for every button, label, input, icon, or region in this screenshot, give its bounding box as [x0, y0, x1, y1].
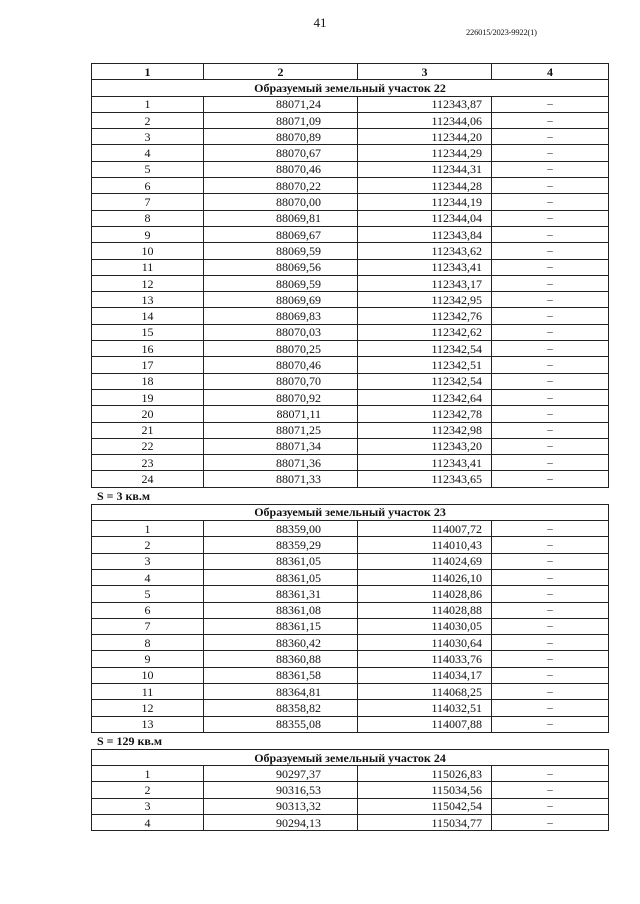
- y-coordinate-cell: 114033,76: [358, 651, 492, 667]
- point-number-cell: 4: [92, 569, 204, 585]
- y-coordinate-cell: 112342,78: [358, 406, 492, 422]
- coordinates-table: [91, 504, 609, 733]
- y-coordinate-cell: 114068,25: [358, 683, 492, 699]
- note-cell: –: [492, 324, 609, 340]
- point-number-cell: 5: [92, 161, 204, 177]
- y-coordinate-cell: 112342,64: [358, 389, 492, 405]
- y-coordinate-cell: 112344,28: [358, 178, 492, 194]
- table-row: [92, 389, 609, 405]
- point-number-cell: 3: [92, 798, 204, 814]
- note-cell: –: [492, 292, 609, 308]
- table-row: [92, 618, 609, 634]
- y-coordinate-cell: 112344,20: [358, 129, 492, 145]
- table-row: [92, 178, 609, 194]
- x-coordinate-cell: 88071,11: [204, 406, 358, 422]
- x-coordinate-cell: 88361,05: [204, 569, 358, 585]
- section-title: Образуемый земельный участок 23: [92, 504, 609, 520]
- column-header: 1: [92, 64, 204, 80]
- note-cell: –: [492, 259, 609, 275]
- point-number-cell: 1: [92, 521, 204, 537]
- y-coordinate-cell: 114030,64: [358, 635, 492, 651]
- note-cell: –: [492, 618, 609, 634]
- table-row: [92, 112, 609, 128]
- note-cell: –: [492, 586, 609, 602]
- note-cell: –: [492, 766, 609, 782]
- x-coordinate-cell: 88070,22: [204, 178, 358, 194]
- point-number-cell: 3: [92, 129, 204, 145]
- x-coordinate-cell: 88069,59: [204, 243, 358, 259]
- y-coordinate-cell: 112343,41: [358, 455, 492, 471]
- x-coordinate-cell: 88071,33: [204, 471, 358, 487]
- section-title: Образуемый земельный участок 22: [92, 80, 609, 96]
- note-cell: –: [492, 406, 609, 422]
- table-row: [92, 210, 609, 226]
- x-coordinate-cell: 88070,25: [204, 341, 358, 357]
- y-coordinate-cell: 114028,86: [358, 586, 492, 602]
- point-number-cell: 16: [92, 341, 204, 357]
- x-coordinate-cell: 88071,36: [204, 455, 358, 471]
- column-header: 3: [358, 64, 492, 80]
- y-coordinate-cell: 114024,69: [358, 553, 492, 569]
- table-row: [92, 815, 609, 831]
- point-number-cell: 4: [92, 145, 204, 161]
- point-number-cell: 11: [92, 259, 204, 275]
- table-row: [92, 161, 609, 177]
- point-number-cell: 2: [92, 537, 204, 553]
- note-cell: –: [492, 782, 609, 798]
- y-coordinate-cell: 112343,65: [358, 471, 492, 487]
- note-cell: –: [492, 471, 609, 487]
- note-cell: –: [492, 569, 609, 585]
- table-row: [92, 243, 609, 259]
- x-coordinate-cell: 88070,70: [204, 373, 358, 389]
- table-row: [92, 145, 609, 161]
- x-coordinate-cell: 90294,13: [204, 815, 358, 831]
- point-number-cell: 5: [92, 586, 204, 602]
- note-cell: –: [492, 357, 609, 373]
- x-coordinate-cell: 88071,34: [204, 438, 358, 454]
- y-coordinate-cell: 114007,88: [358, 716, 492, 732]
- area-label: S = 129 кв.м: [97, 733, 163, 748]
- y-coordinate-cell: 114030,05: [358, 618, 492, 634]
- table-row: [92, 569, 609, 585]
- table-row: [92, 602, 609, 618]
- table-row: [92, 798, 609, 814]
- y-coordinate-cell: 114034,17: [358, 667, 492, 683]
- note-cell: –: [492, 553, 609, 569]
- x-coordinate-cell: 88070,00: [204, 194, 358, 210]
- x-coordinate-cell: 88069,69: [204, 292, 358, 308]
- note-cell: –: [492, 521, 609, 537]
- x-coordinate-cell: 90297,37: [204, 766, 358, 782]
- x-coordinate-cell: 88359,29: [204, 537, 358, 553]
- note-cell: –: [492, 602, 609, 618]
- table-row: [92, 129, 609, 145]
- y-coordinate-cell: 112344,06: [358, 112, 492, 128]
- note-cell: –: [492, 635, 609, 651]
- point-number-cell: 23: [92, 455, 204, 471]
- point-number-cell: 8: [92, 635, 204, 651]
- y-coordinate-cell: 115042,54: [358, 798, 492, 814]
- y-coordinate-cell: 112342,62: [358, 324, 492, 340]
- column-header: 4: [492, 64, 609, 80]
- point-number-cell: 4: [92, 815, 204, 831]
- point-number-cell: 14: [92, 308, 204, 324]
- note-cell: –: [492, 341, 609, 357]
- x-coordinate-cell: 90313,32: [204, 798, 358, 814]
- table-row: [92, 275, 609, 291]
- note-cell: –: [492, 815, 609, 831]
- point-number-cell: 18: [92, 373, 204, 389]
- note-cell: –: [492, 438, 609, 454]
- note-cell: –: [492, 112, 609, 128]
- x-coordinate-cell: 88361,31: [204, 586, 358, 602]
- x-coordinate-cell: 88070,89: [204, 129, 358, 145]
- document-reference: 226015/2023-9922(1): [466, 27, 537, 37]
- point-number-cell: 7: [92, 618, 204, 634]
- point-number-cell: 10: [92, 667, 204, 683]
- note-cell: –: [492, 716, 609, 732]
- y-coordinate-cell: 112344,29: [358, 145, 492, 161]
- y-coordinate-cell: 112342,76: [358, 308, 492, 324]
- table-row: [92, 406, 609, 422]
- x-coordinate-cell: 88069,56: [204, 259, 358, 275]
- coordinates-tables: [91, 63, 608, 831]
- y-coordinate-cell: 112344,04: [358, 210, 492, 226]
- table-row: [92, 422, 609, 438]
- table-row: [92, 357, 609, 373]
- point-number-cell: 20: [92, 406, 204, 422]
- y-coordinate-cell: 114026,10: [358, 569, 492, 585]
- y-coordinate-cell: 114032,51: [358, 700, 492, 716]
- point-number-cell: 2: [92, 112, 204, 128]
- y-coordinate-cell: 112342,51: [358, 357, 492, 373]
- table-row: [92, 438, 609, 454]
- note-cell: –: [492, 178, 609, 194]
- y-coordinate-cell: 112343,87: [358, 96, 492, 112]
- y-coordinate-cell: 114007,72: [358, 521, 492, 537]
- point-number-cell: 19: [92, 389, 204, 405]
- table-row: [92, 683, 609, 699]
- x-coordinate-cell: 88358,82: [204, 700, 358, 716]
- x-coordinate-cell: 88361,58: [204, 667, 358, 683]
- x-coordinate-cell: 88355,08: [204, 716, 358, 732]
- note-cell: –: [492, 537, 609, 553]
- y-coordinate-cell: 115034,77: [358, 815, 492, 831]
- x-coordinate-cell: 88070,46: [204, 357, 358, 373]
- table-row: [92, 553, 609, 569]
- x-coordinate-cell: 88364,81: [204, 683, 358, 699]
- area-label: S = 3 кв.м: [97, 488, 151, 503]
- y-coordinate-cell: 112343,17: [358, 275, 492, 291]
- x-coordinate-cell: 88070,67: [204, 145, 358, 161]
- table-row: [92, 667, 609, 683]
- x-coordinate-cell: 88361,08: [204, 602, 358, 618]
- note-cell: –: [492, 161, 609, 177]
- point-number-cell: 1: [92, 766, 204, 782]
- table-row: [92, 308, 609, 324]
- y-coordinate-cell: 112342,98: [358, 422, 492, 438]
- y-coordinate-cell: 112344,31: [358, 161, 492, 177]
- point-number-cell: 15: [92, 324, 204, 340]
- x-coordinate-cell: 88070,46: [204, 161, 358, 177]
- point-number-cell: 21: [92, 422, 204, 438]
- table-row: [92, 324, 609, 340]
- x-coordinate-cell: 88071,24: [204, 96, 358, 112]
- table-row: [92, 471, 609, 487]
- point-number-cell: 1: [92, 96, 204, 112]
- coordinates-table: [91, 63, 609, 488]
- x-coordinate-cell: 88069,81: [204, 210, 358, 226]
- x-coordinate-cell: 88360,88: [204, 651, 358, 667]
- table-row: [92, 194, 609, 210]
- x-coordinate-cell: 90316,53: [204, 782, 358, 798]
- header-row: [92, 64, 609, 80]
- table-row: [92, 766, 609, 782]
- x-coordinate-cell: 88069,67: [204, 226, 358, 242]
- table-row: [92, 455, 609, 471]
- x-coordinate-cell: 88071,25: [204, 422, 358, 438]
- note-cell: –: [492, 798, 609, 814]
- table-row: [92, 292, 609, 308]
- y-coordinate-cell: 112342,95: [358, 292, 492, 308]
- y-coordinate-cell: 114028,88: [358, 602, 492, 618]
- table-row: [92, 373, 609, 389]
- point-number-cell: 12: [92, 275, 204, 291]
- y-coordinate-cell: 115026,83: [358, 766, 492, 782]
- note-cell: –: [492, 651, 609, 667]
- table-row: [92, 259, 609, 275]
- x-coordinate-cell: 88361,05: [204, 553, 358, 569]
- table-row: [92, 226, 609, 242]
- y-coordinate-cell: 112343,20: [358, 438, 492, 454]
- note-cell: –: [492, 145, 609, 161]
- point-number-cell: 6: [92, 178, 204, 194]
- x-coordinate-cell: 88070,03: [204, 324, 358, 340]
- section-title: Образуемый земельный участок 24: [92, 749, 609, 765]
- table-row: [92, 700, 609, 716]
- point-number-cell: 17: [92, 357, 204, 373]
- point-number-cell: 22: [92, 438, 204, 454]
- note-cell: –: [492, 243, 609, 259]
- y-coordinate-cell: 112343,62: [358, 243, 492, 259]
- note-cell: –: [492, 667, 609, 683]
- table-row: [92, 586, 609, 602]
- note-cell: –: [492, 422, 609, 438]
- page-number: 41: [313, 15, 327, 30]
- y-coordinate-cell: 115034,56: [358, 782, 492, 798]
- point-number-cell: 13: [92, 716, 204, 732]
- point-number-cell: 11: [92, 683, 204, 699]
- point-number-cell: 8: [92, 210, 204, 226]
- point-number-cell: 9: [92, 651, 204, 667]
- table-row: [92, 716, 609, 732]
- x-coordinate-cell: 88359,00: [204, 521, 358, 537]
- note-cell: –: [492, 194, 609, 210]
- x-coordinate-cell: 88361,15: [204, 618, 358, 634]
- point-number-cell: 13: [92, 292, 204, 308]
- note-cell: –: [492, 389, 609, 405]
- point-number-cell: 6: [92, 602, 204, 618]
- note-cell: –: [492, 96, 609, 112]
- x-coordinate-cell: 88360,42: [204, 635, 358, 651]
- column-header: 2: [204, 64, 358, 80]
- point-number-cell: 7: [92, 194, 204, 210]
- note-cell: –: [492, 683, 609, 699]
- x-coordinate-cell: 88069,59: [204, 275, 358, 291]
- note-cell: –: [492, 210, 609, 226]
- y-coordinate-cell: 112343,41: [358, 259, 492, 275]
- note-cell: –: [492, 226, 609, 242]
- note-cell: –: [492, 129, 609, 145]
- note-cell: –: [492, 700, 609, 716]
- note-cell: –: [492, 308, 609, 324]
- point-number-cell: 24: [92, 471, 204, 487]
- point-number-cell: 9: [92, 226, 204, 242]
- point-number-cell: 3: [92, 553, 204, 569]
- y-coordinate-cell: 112343,84: [358, 226, 492, 242]
- table-row: [92, 96, 609, 112]
- note-cell: –: [492, 275, 609, 291]
- note-cell: –: [492, 373, 609, 389]
- table-row: [92, 782, 609, 798]
- y-coordinate-cell: 112344,19: [358, 194, 492, 210]
- table-row: [92, 635, 609, 651]
- x-coordinate-cell: 88070,92: [204, 389, 358, 405]
- point-number-cell: 2: [92, 782, 204, 798]
- y-coordinate-cell: 112342,54: [358, 373, 492, 389]
- x-coordinate-cell: 88071,09: [204, 112, 358, 128]
- point-number-cell: 12: [92, 700, 204, 716]
- y-coordinate-cell: 112342,54: [358, 341, 492, 357]
- note-cell: –: [492, 455, 609, 471]
- table-row: [92, 341, 609, 357]
- point-number-cell: 10: [92, 243, 204, 259]
- table-row: [92, 521, 609, 537]
- table-row: [92, 537, 609, 553]
- y-coordinate-cell: 114010,43: [358, 537, 492, 553]
- table-row: [92, 651, 609, 667]
- x-coordinate-cell: 88069,83: [204, 308, 358, 324]
- coordinates-table: [91, 749, 609, 831]
